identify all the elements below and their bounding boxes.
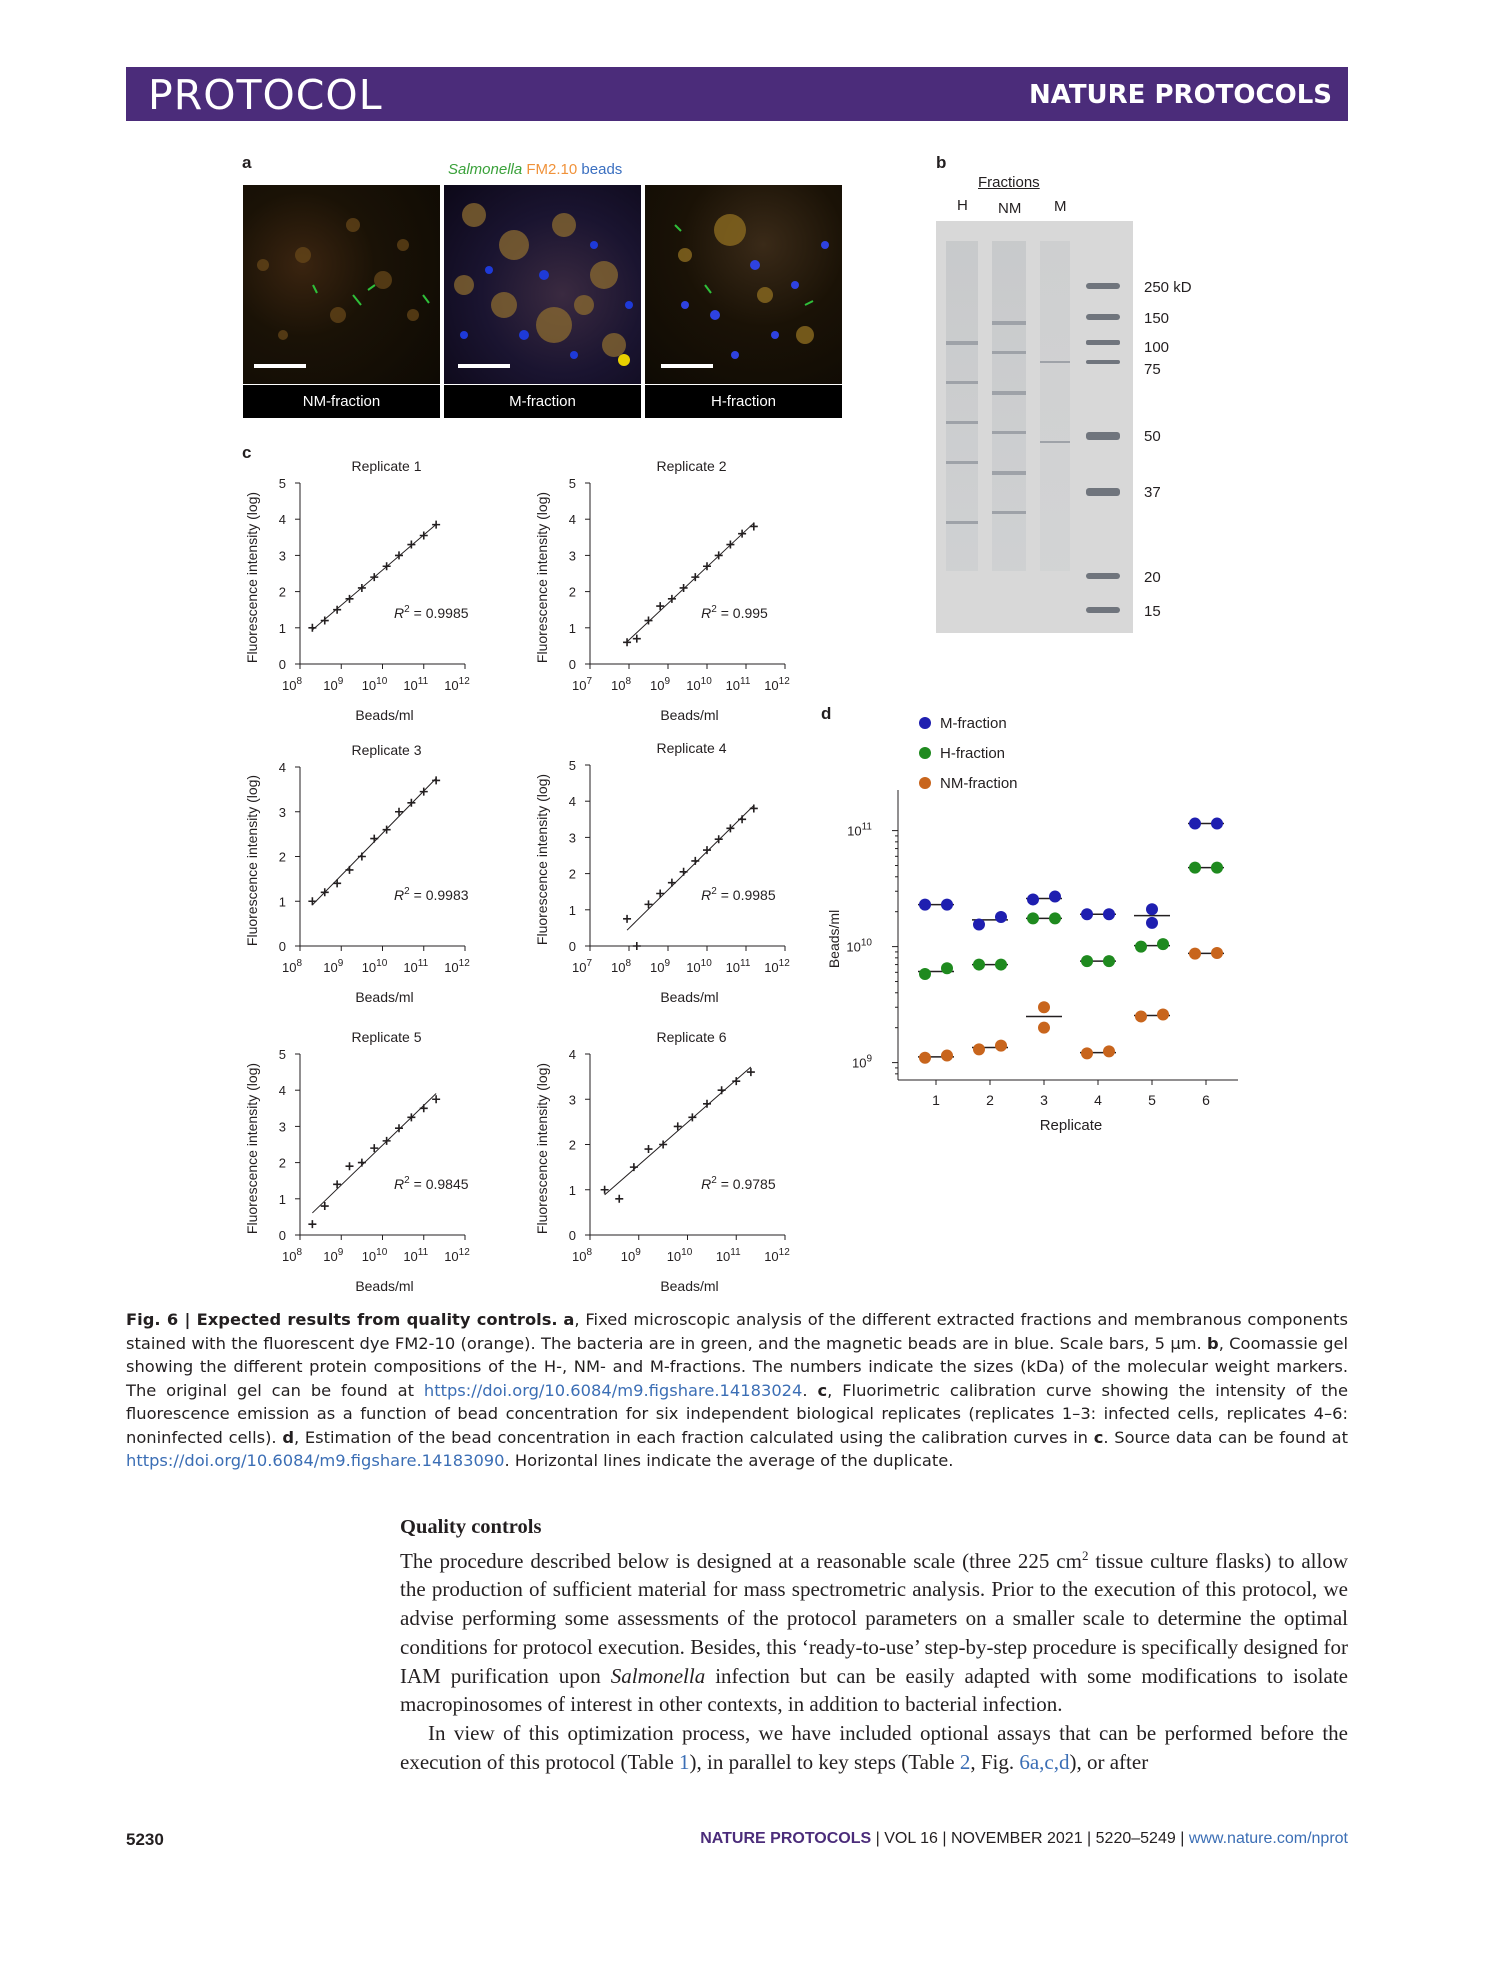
y-tick-label: 1: [568, 620, 576, 636]
x-tick-label: $10^9$: [323, 1247, 344, 1264]
label-nm-fraction: NM-fraction: [243, 385, 440, 418]
y-tick-label: 0: [568, 1228, 576, 1243]
y-tick-label: 0: [278, 1228, 286, 1243]
x-tick-label: $10^8$: [571, 1247, 593, 1264]
y-tick-label: 1: [278, 1191, 286, 1207]
d-data-point: [1211, 947, 1223, 959]
marker-20: 20: [1144, 569, 1161, 586]
caption-b-end: .: [802, 1380, 818, 1400]
x-tick-label: $10^7$: [571, 958, 593, 975]
data-point: [750, 522, 758, 530]
y-tick-label: 0: [568, 939, 576, 954]
x-tick-label: $10^9$: [620, 1247, 641, 1264]
d-data-point: [1103, 1045, 1115, 1057]
figure-caption: [126, 1308, 1348, 1473]
caption-c: c: [817, 1380, 828, 1400]
y-tick-label: 2: [278, 1155, 286, 1171]
x-tick-label: $10^{11}$: [403, 1247, 429, 1264]
legend-marker: [919, 777, 931, 789]
marker-15: 15: [1144, 603, 1161, 620]
data-point: [333, 1180, 341, 1188]
d-data-point: [1146, 917, 1158, 929]
x-tick-label: $10^9$: [649, 676, 671, 693]
y-tick-label: 1: [568, 1182, 576, 1198]
x-tick-label: $10^{11}$: [725, 958, 751, 975]
data-point: [333, 879, 341, 887]
d-data-point: [1081, 908, 1093, 920]
x-tick-label: $10^{10}$: [361, 1247, 388, 1264]
footer-sep: |: [942, 1830, 947, 1847]
plot-title: Replicate 2: [656, 458, 727, 474]
legend-label: H-fraction: [940, 745, 1006, 762]
r-squared: $R^2 = 0.995$: [701, 604, 768, 621]
data-point: [738, 815, 746, 823]
d-data-point: [919, 968, 931, 980]
plot-title: Replicate 6: [656, 1029, 727, 1045]
data-point: [691, 857, 699, 865]
data-point: [630, 1163, 638, 1171]
marker-75: 75: [1144, 361, 1161, 378]
marker-37: 37: [1144, 484, 1161, 501]
footer-volume: VOL 16: [884, 1830, 938, 1847]
data-point: [703, 1100, 711, 1108]
d-data-point: [973, 959, 985, 971]
panel-d-label: d: [821, 704, 832, 723]
y-tick-label: 5: [568, 476, 576, 491]
x-tick-label: $10^8$: [610, 676, 632, 693]
x-tick-label: $10^9$: [323, 676, 344, 693]
p1-b: tissue culture flasks) to allow the production of sufficient material for mass spectrometric analysis. Prior to the execution of this protocol, we advise performing some assessments of the protocol parameters on a smaller scale to determine the optimal conditions for protocol execution. Besides, this ‘ready-to-use’ step-by-step procedure is specifically designed for IAM purification upon: [400, 1548, 1348, 1688]
data-point: [656, 602, 664, 610]
d-data-point: [1027, 912, 1039, 924]
r-squared: $R^2 = 0.9983$: [394, 886, 469, 903]
data-point: [674, 1122, 682, 1130]
label-m-fraction: M-fraction: [444, 385, 641, 418]
x-axis-label: Beads/ml: [355, 989, 414, 1005]
x-tick-label: $10^7$: [571, 676, 593, 693]
data-point: [623, 915, 631, 923]
d-data-point: [1103, 908, 1115, 920]
y-tick-label: 3: [568, 548, 576, 564]
d-data-point: [919, 1052, 931, 1064]
caption-lead: Fig. 6 | Expected results from quality controls.: [126, 1310, 558, 1329]
x-tick-label: $10^{11}$: [403, 958, 429, 975]
d-data-point: [973, 1043, 985, 1055]
p2-c: , Fig.: [970, 1749, 1020, 1774]
y-tick-label: 0: [278, 657, 286, 672]
footer-citation: [700, 1830, 1348, 1848]
footer-url[interactable]: www.nature.com/nprot: [1188, 1830, 1348, 1847]
d-data-point: [1146, 903, 1158, 915]
y-tick-label: 4: [278, 1083, 286, 1099]
data-point: [407, 799, 415, 807]
y-tick-label: 2: [568, 584, 576, 600]
x-tick-label: $10^{11}$: [725, 676, 751, 693]
data-point: [668, 595, 676, 603]
footer-journal: NATURE PROTOCOLS: [700, 1830, 872, 1847]
y-tick-label: 5: [568, 758, 576, 773]
data-point: [395, 808, 403, 816]
d-data-point: [941, 962, 953, 974]
paragraph-1: [400, 1542, 1348, 1719]
x-axis-label: Beads/ml: [355, 1278, 414, 1294]
x-tick-label: $10^{10}$: [666, 1247, 693, 1264]
y-tick-label: 4: [278, 512, 286, 528]
y-tick-label: 0: [278, 939, 286, 954]
d-data-point: [1103, 955, 1115, 967]
d-y-tick-label: $10^{11}$: [847, 821, 872, 839]
x-tick-label: $10^{11}$: [715, 1247, 741, 1264]
d-x-tick-label: 2: [986, 1092, 994, 1108]
d-data-point: [919, 899, 931, 911]
d-data-point: [1049, 891, 1061, 903]
page-number: 5230: [126, 1830, 164, 1849]
data-point: [715, 835, 723, 843]
y-tick-label: 2: [278, 584, 286, 600]
footer-date: NOVEMBER 2021: [950, 1830, 1083, 1847]
data-point: [308, 1220, 316, 1228]
caption-b: b: [1207, 1333, 1219, 1353]
footer-pages: 5220–5249: [1095, 1830, 1176, 1847]
d-data-point: [1189, 818, 1201, 830]
y-tick-label: 4: [568, 1047, 576, 1062]
section-heading: Quality controls: [400, 1516, 542, 1538]
d-data-point: [941, 1050, 953, 1062]
x-tick-label: $10^{12}$: [444, 958, 470, 975]
data-point: [656, 890, 664, 898]
y-tick-label: 2: [568, 1137, 576, 1153]
plot-title: Replicate 1: [351, 458, 422, 474]
data-point: [346, 866, 354, 874]
link-fig-6[interactable]: 6a,c,d: [1019, 1749, 1070, 1774]
r-squared: $R^2 = 0.9845$: [394, 1175, 469, 1192]
y-axis-label: Fluorescence intensity (log): [244, 1062, 260, 1235]
y-tick-label: 5: [278, 476, 286, 491]
data-point: [420, 1104, 428, 1112]
y-axis-label: Fluorescence intensity (log): [244, 491, 260, 664]
d-data-point: [1157, 1008, 1169, 1020]
data-point: [370, 835, 378, 843]
x-tick-label: $10^{10}$: [686, 958, 712, 975]
x-tick-label: $10^8$: [610, 958, 632, 975]
d-data-point: [1081, 1047, 1093, 1059]
data-point: [668, 879, 676, 887]
y-tick-label: 4: [568, 512, 576, 528]
data-point: [750, 804, 758, 812]
d-data-point: [1211, 862, 1223, 874]
x-axis-label: Beads/ml: [660, 989, 719, 1005]
plot-title: Replicate 4: [656, 740, 727, 756]
x-tick-label: $10^{10}$: [686, 676, 712, 693]
panel-b-label: b: [936, 153, 947, 172]
data-point: [358, 1159, 366, 1167]
d-x-tick-label: 5: [1148, 1092, 1156, 1108]
d-x-tick-label: 3: [1040, 1092, 1048, 1108]
p1-c: infection but can be easily adapted with some modifications to isolate macropinosomes of interest in other contexts, in addition to bacterial infection.: [400, 1663, 1348, 1717]
data-point: [615, 1195, 623, 1203]
title-beads: beads: [581, 161, 623, 178]
d-data-point: [1027, 893, 1039, 905]
y-tick-label: 3: [568, 1092, 576, 1108]
y-tick-label: 1: [568, 902, 576, 918]
legend-label: NM-fraction: [940, 775, 1018, 792]
footer-sep: |: [875, 1830, 880, 1847]
title-fm: FM2.10: [526, 161, 578, 178]
d-data-point: [1038, 1001, 1050, 1013]
data-point: [321, 617, 329, 625]
d-data-point: [973, 919, 985, 931]
legend-label: M-fraction: [940, 715, 1007, 732]
caption-d-text: , Estimation of the bead concentration in each fraction calculated using the calibration curves in: [293, 1427, 1094, 1447]
title-salmonella: Salmonella: [448, 161, 523, 178]
x-tick-label: $10^{12}$: [444, 1247, 470, 1264]
y-tick-label: 5: [278, 1047, 286, 1062]
y-axis-label: Fluorescence intensity (log): [534, 491, 550, 664]
y-tick-label: 1: [278, 894, 286, 910]
journal-title: NATURE PROTOCOLS: [1028, 80, 1332, 110]
d-x-tick-label: 4: [1094, 1092, 1102, 1108]
d-y-axis-label: Beads/ml: [826, 909, 842, 969]
d-data-point: [1049, 912, 1061, 924]
lane-nm: NM: [998, 200, 1022, 217]
caption-link-data[interactable]: https://doi.org/10.6084/m9.figshare.14183090: [126, 1451, 505, 1470]
data-point: [718, 1086, 726, 1094]
data-point: [703, 846, 711, 854]
lane-m: M: [1054, 198, 1067, 215]
footer-sep: |: [1087, 1830, 1092, 1847]
fit-line: [627, 523, 754, 642]
x-tick-label: $10^{12}$: [764, 676, 790, 693]
data-point: [645, 900, 653, 908]
panel-a-label: a: [242, 153, 252, 172]
d-data-point: [1081, 955, 1093, 967]
y-tick-label: 4: [568, 794, 576, 810]
caption-d-ref: c: [1093, 1427, 1104, 1447]
marker-150: 150: [1144, 310, 1170, 327]
x-tick-label: $10^{10}$: [361, 958, 388, 975]
d-data-point: [941, 899, 953, 911]
d-data-point: [1038, 1022, 1050, 1034]
x-tick-label: $10^{11}$: [403, 676, 429, 693]
paragraph-2: [400, 1719, 1348, 1776]
data-point: [308, 897, 316, 905]
y-tick-label: 1: [278, 620, 286, 636]
plot-title: Replicate 5: [351, 1029, 422, 1045]
data-point: [308, 624, 316, 632]
marker-100: 100: [1144, 339, 1170, 356]
lane-h: H: [957, 197, 968, 214]
x-axis-label: Beads/ml: [355, 707, 414, 723]
p1-sup: 2: [1081, 1547, 1089, 1563]
d-data-point: [1157, 938, 1169, 950]
d-data-point: [995, 911, 1007, 923]
data-point: [645, 617, 653, 625]
x-tick-label: $10^8$: [281, 958, 303, 975]
legend-marker: [919, 717, 931, 729]
d-data-point: [1211, 818, 1223, 830]
marker-50: 50: [1144, 428, 1161, 445]
x-axis-label: Beads/ml: [660, 1278, 719, 1294]
p2-d: ), or after: [1069, 1749, 1149, 1774]
x-axis-label: Beads/ml: [660, 707, 719, 723]
data-point: [358, 853, 366, 861]
d-x-tick-label: 1: [932, 1092, 940, 1108]
plot-title: Replicate 3: [351, 742, 422, 758]
y-tick-label: 0: [568, 657, 576, 672]
y-axis-label: Fluorescence intensity (log): [244, 774, 260, 947]
section-title: PROTOCOL: [148, 71, 383, 119]
x-tick-label: $10^8$: [281, 676, 303, 693]
caption-c-text: , Fluorimetric calibration curve showing the intensity of the fluorescence emission as a function of bead concentration for six independent biological replicates (replicates 1–3: infected cells, replicates 4–6: noninfected cells).: [126, 1380, 1348, 1447]
d-data-point: [1135, 1010, 1147, 1022]
caption-d-text2: . Source data can be found at: [1103, 1427, 1348, 1447]
d-data-point: [1135, 941, 1147, 953]
y-axis-label: Fluorescence intensity (log): [534, 1062, 550, 1235]
footer-sep: |: [1180, 1830, 1185, 1847]
data-point: [346, 1162, 354, 1170]
caption-a: a: [563, 1310, 575, 1329]
y-tick-label: 4: [278, 760, 286, 775]
d-data-point: [995, 959, 1007, 971]
x-tick-label: $10^9$: [649, 958, 671, 975]
r-squared: $R^2 = 0.9985$: [701, 886, 776, 903]
caption-a-text: , Fixed microscopic analysis of the different extracted fractions and membranous components stained with the fluorescent dye FM2-10 (orange). The bacteria are in green, and the magnetic beads are in blue. Scale bars, 5 µm.: [126, 1310, 1348, 1353]
y-tick-label: 3: [278, 548, 286, 564]
label-h-fraction: H-fraction: [645, 385, 842, 418]
r-squared: $R^2 = 0.9985$: [394, 604, 469, 621]
data-point: [395, 1124, 403, 1132]
caption-d-end: . Horizontal lines indicate the average of the duplicate.: [504, 1451, 954, 1470]
body-text: [400, 1513, 1348, 1776]
y-tick-label: 3: [278, 1119, 286, 1135]
legend-marker: [919, 747, 931, 759]
link-table-2[interactable]: 2: [959, 1749, 971, 1774]
y-tick-label: 3: [278, 804, 286, 820]
x-tick-label: $10^8$: [281, 1247, 303, 1264]
data-point: [432, 776, 440, 784]
x-tick-label: $10^9$: [323, 958, 344, 975]
y-axis-label: Fluorescence intensity (log): [534, 773, 550, 946]
data-point: [633, 942, 641, 950]
p1-a: The procedure described below is designed at a reasonable scale (three 225 cm: [400, 1548, 1082, 1573]
d-data-point: [1189, 948, 1201, 960]
d-x-tick-label: 6: [1202, 1092, 1210, 1108]
caption-b-text: , Coomassie gel showing the different protein compositions of the H-, NM- and M-fractions. The numbers indicate the sizes (kDa) of the molecular weight markers. The original gel can be found at: [126, 1333, 1348, 1400]
fit-line: [627, 805, 754, 930]
data-point: [645, 1145, 653, 1153]
y-tick-label: 2: [568, 866, 576, 882]
d-x-axis-label: Replicate: [1039, 1117, 1103, 1134]
d-data-point: [995, 1040, 1007, 1052]
caption-d: d: [282, 1427, 294, 1447]
x-tick-label: $10^{12}$: [764, 1247, 790, 1264]
p2-b: ), in parallel to key steps (Table: [689, 1749, 960, 1774]
d-y-tick-label: $10^9$: [851, 1053, 872, 1071]
data-point: [732, 1077, 740, 1085]
x-tick-label: $10^{12}$: [764, 958, 790, 975]
gel-title: Fractions: [978, 174, 1040, 191]
x-tick-label: $10^{12}$: [444, 676, 470, 693]
data-point: [680, 868, 688, 876]
caption-link-gel[interactable]: https://doi.org/10.6084/m9.figshare.14183024: [423, 1380, 803, 1400]
p1-italic: Salmonella: [610, 1663, 706, 1688]
p2-a: In view of this optimization process, we have included optional assays that can be performed before the execution of this protocol (Table: [400, 1720, 1348, 1774]
data-point: [432, 521, 440, 529]
r-squared: $R^2 = 0.9785$: [701, 1175, 776, 1192]
y-tick-label: 2: [278, 849, 286, 865]
link-table-1[interactable]: 1: [679, 1749, 690, 1774]
fit-line: [312, 1093, 436, 1212]
y-tick-label: 3: [568, 830, 576, 846]
x-tick-label: $10^{10}$: [361, 676, 388, 693]
d-data-point: [1189, 862, 1201, 874]
d-y-tick-label: $10^{10}$: [846, 937, 872, 955]
panel-c-label: c: [242, 443, 252, 462]
marker-250: 250 kD: [1144, 279, 1192, 296]
